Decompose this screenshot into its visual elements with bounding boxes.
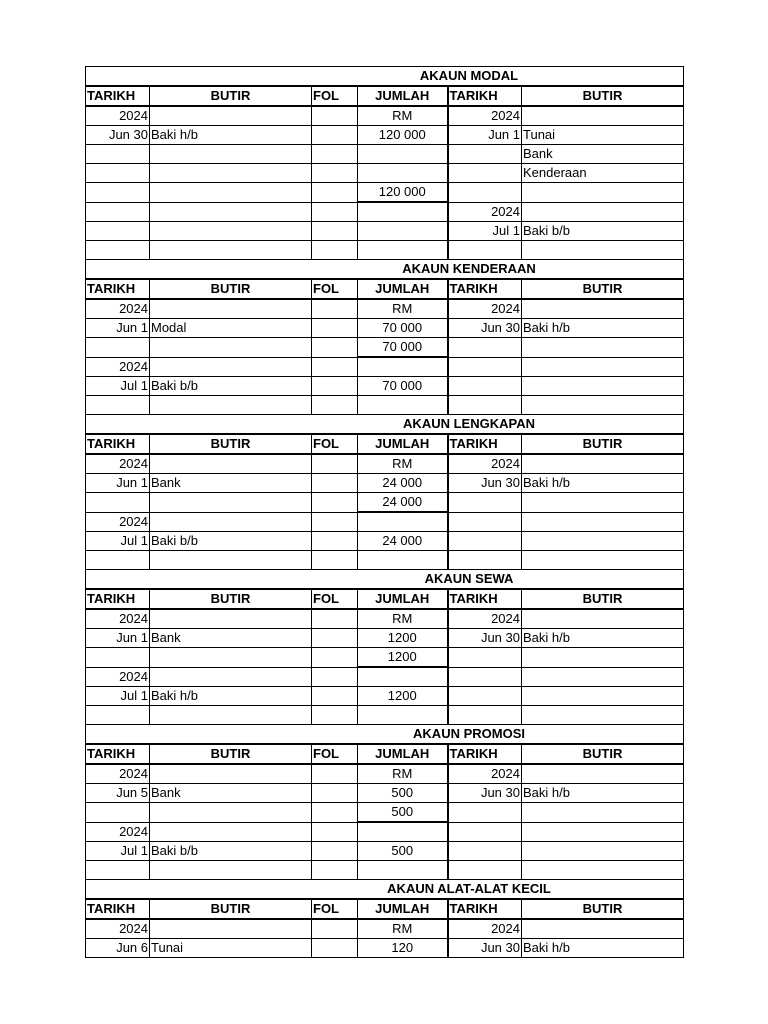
ledger-row: [86, 764, 684, 784]
debit-description-cell: Tunai: [150, 939, 312, 958]
debit-folio-cell: [312, 784, 358, 803]
debit-description-cell: [150, 706, 312, 725]
ledger-row: [86, 145, 684, 164]
debit-folio-cell: [312, 687, 358, 706]
ledger-row: [86, 629, 684, 648]
account-title-row: [86, 67, 684, 87]
debit-folio-cell: [312, 609, 358, 629]
ledger-row: [86, 202, 684, 222]
ledger-row: [86, 861, 684, 880]
debit-amount-cell: RM: [358, 919, 448, 939]
debit-description-cell: Bank: [150, 784, 312, 803]
account-title-row: [86, 260, 684, 280]
ledger-row: [86, 126, 684, 145]
debit-date-cell: 2024: [86, 609, 150, 629]
ledger-row: [86, 512, 684, 532]
debit-fol-header: FOL: [312, 279, 358, 299]
debit-folio-cell: [312, 183, 358, 203]
ledger-row: [86, 939, 684, 958]
credit-description-cell: Baki h/b: [522, 474, 684, 493]
debit-folio-cell: [312, 377, 358, 396]
ledger-row: [86, 648, 684, 668]
credit-tarikh-header: TARIKH: [448, 434, 522, 454]
debit-amount-cell: [358, 241, 448, 260]
account-title-row: [86, 725, 684, 745]
debit-description-cell: [150, 861, 312, 880]
ledger-table: [85, 66, 684, 958]
debit-date-cell: Jul 1: [86, 532, 150, 551]
credit-date-cell: 2024: [448, 764, 522, 784]
debit-date-cell: [86, 222, 150, 241]
debit-fol-header: FOL: [312, 86, 358, 106]
debit-description-cell: [150, 822, 312, 842]
account-title: AKAUN PROMOSI: [86, 725, 684, 745]
credit-date-cell: Jun 1: [448, 126, 522, 145]
debit-date-cell: 2024: [86, 667, 150, 687]
debit-tarikh-header: TARIKH: [86, 434, 150, 454]
debit-folio-cell: [312, 764, 358, 784]
ledger-row: [86, 357, 684, 377]
debit-description-cell: [150, 164, 312, 183]
debit-amount-cell: 70 000: [358, 377, 448, 396]
credit-description-cell: Baki h/b: [522, 939, 684, 958]
credit-tarikh-header: TARIKH: [448, 86, 522, 106]
debit-tarikh-header: TARIKH: [86, 589, 150, 609]
credit-description-cell: Baki h/b: [522, 319, 684, 338]
debit-amount-cell: [358, 145, 448, 164]
debit-description-cell: Baki b/b: [150, 532, 312, 551]
credit-date-cell: [448, 183, 522, 203]
credit-date-cell: [448, 512, 522, 532]
account-header-row: [86, 744, 684, 764]
debit-folio-cell: [312, 532, 358, 551]
debit-amount-cell: 24 000: [358, 474, 448, 493]
ledger-row: [86, 493, 684, 513]
account-title: AKAUN SEWA: [86, 570, 684, 590]
credit-description-cell: [522, 202, 684, 222]
debit-description-cell: [150, 648, 312, 668]
credit-description-cell: [522, 648, 684, 668]
debit-amount-cell: 120 000: [358, 183, 448, 203]
ledger-row: [86, 551, 684, 570]
debit-folio-cell: [312, 145, 358, 164]
ledger-row: [86, 183, 684, 203]
ledger-row: [86, 667, 684, 687]
debit-amount-cell: [358, 822, 448, 842]
debit-amount-cell: [358, 222, 448, 241]
credit-date-cell: [448, 706, 522, 725]
credit-description-cell: [522, 454, 684, 474]
ledger-row: [86, 532, 684, 551]
debit-date-cell: 2024: [86, 454, 150, 474]
credit-date-cell: [448, 532, 522, 551]
debit-jumlah-header: JUMLAH: [358, 86, 448, 106]
account-title: AKAUN LENGKAPAN: [86, 415, 684, 435]
credit-date-cell: 2024: [448, 106, 522, 126]
debit-folio-cell: [312, 667, 358, 687]
debit-description-cell: Baki h/b: [150, 687, 312, 706]
debit-description-cell: [150, 493, 312, 513]
debit-amount-cell: 500: [358, 784, 448, 803]
debit-folio-cell: [312, 454, 358, 474]
debit-date-cell: 2024: [86, 299, 150, 319]
ledger-row: [86, 919, 684, 939]
credit-date-cell: Jul 1: [448, 222, 522, 241]
debit-date-cell: [86, 338, 150, 358]
credit-date-cell: [448, 822, 522, 842]
ledger-row: [86, 609, 684, 629]
debit-date-cell: Jun 5: [86, 784, 150, 803]
credit-description-cell: [522, 106, 684, 126]
credit-description-cell: [522, 803, 684, 823]
ledger-row: [86, 842, 684, 861]
debit-folio-cell: [312, 629, 358, 648]
ledger-row: [86, 687, 684, 706]
debit-amount-cell: 1200: [358, 629, 448, 648]
credit-date-cell: Jun 30: [448, 319, 522, 338]
credit-description-cell: Baki h/b: [522, 629, 684, 648]
credit-description-cell: [522, 706, 684, 725]
debit-amount-cell: RM: [358, 106, 448, 126]
credit-date-cell: [448, 551, 522, 570]
debit-folio-cell: [312, 648, 358, 668]
debit-description-cell: [150, 667, 312, 687]
debit-fol-header: FOL: [312, 899, 358, 919]
credit-butir-header: BUTIR: [522, 279, 684, 299]
credit-description-cell: [522, 377, 684, 396]
credit-date-cell: [448, 338, 522, 358]
debit-folio-cell: [312, 126, 358, 145]
debit-tarikh-header: TARIKH: [86, 899, 150, 919]
credit-description-cell: Tunai: [522, 126, 684, 145]
ledger-row: [86, 784, 684, 803]
debit-folio-cell: [312, 106, 358, 126]
debit-amount-cell: RM: [358, 764, 448, 784]
debit-date-cell: Jun 1: [86, 474, 150, 493]
credit-date-cell: [448, 493, 522, 513]
debit-description-cell: [150, 609, 312, 629]
debit-butir-header: BUTIR: [150, 899, 312, 919]
debit-description-cell: [150, 764, 312, 784]
credit-tarikh-header: TARIKH: [448, 899, 522, 919]
debit-description-cell: [150, 396, 312, 415]
debit-folio-cell: [312, 939, 358, 958]
debit-amount-cell: 120: [358, 939, 448, 958]
credit-date-cell: [448, 396, 522, 415]
debit-amount-cell: RM: [358, 609, 448, 629]
debit-description-cell: [150, 454, 312, 474]
credit-date-cell: 2024: [448, 919, 522, 939]
debit-description-cell: Modal: [150, 319, 312, 338]
ledger-row: [86, 164, 684, 183]
credit-description-cell: [522, 919, 684, 939]
debit-amount-cell: [358, 396, 448, 415]
debit-fol-header: FOL: [312, 434, 358, 454]
debit-jumlah-header: JUMLAH: [358, 279, 448, 299]
debit-amount-cell: [358, 861, 448, 880]
debit-amount-cell: [358, 357, 448, 377]
debit-tarikh-header: TARIKH: [86, 279, 150, 299]
credit-date-cell: 2024: [448, 454, 522, 474]
account-header-row: [86, 279, 684, 299]
debit-folio-cell: [312, 842, 358, 861]
debit-description-cell: [150, 338, 312, 358]
ledger-row: [86, 241, 684, 260]
debit-folio-cell: [312, 241, 358, 260]
debit-amount-cell: [358, 667, 448, 687]
debit-folio-cell: [312, 474, 358, 493]
credit-description-cell: Baki h/b: [522, 784, 684, 803]
credit-description-cell: [522, 667, 684, 687]
credit-description-cell: [522, 241, 684, 260]
debit-fol-header: FOL: [312, 744, 358, 764]
debit-date-cell: [86, 241, 150, 260]
debit-date-cell: [86, 648, 150, 668]
credit-date-cell: 2024: [448, 299, 522, 319]
credit-date-cell: Jun 30: [448, 784, 522, 803]
account-header-row: [86, 589, 684, 609]
credit-date-cell: Jun 30: [448, 474, 522, 493]
credit-date-cell: [448, 667, 522, 687]
debit-folio-cell: [312, 319, 358, 338]
credit-date-cell: [448, 241, 522, 260]
account-title: AKAUN ALAT-ALAT KECIL: [86, 880, 684, 900]
debit-description-cell: Baki h/b: [150, 126, 312, 145]
debit-description-cell: [150, 183, 312, 203]
debit-amount-cell: 24 000: [358, 493, 448, 513]
credit-description-cell: [522, 493, 684, 513]
debit-amount-cell: 70 000: [358, 338, 448, 358]
debit-amount-cell: RM: [358, 299, 448, 319]
debit-date-cell: Jul 1: [86, 687, 150, 706]
credit-butir-header: BUTIR: [522, 899, 684, 919]
credit-tarikh-header: TARIKH: [448, 589, 522, 609]
debit-date-cell: Jul 1: [86, 377, 150, 396]
debit-date-cell: Jun 1: [86, 629, 150, 648]
credit-description-cell: [522, 764, 684, 784]
account-title-row: [86, 880, 684, 900]
debit-folio-cell: [312, 357, 358, 377]
ledger-row: [86, 319, 684, 338]
debit-amount-cell: RM: [358, 454, 448, 474]
debit-amount-cell: 24 000: [358, 532, 448, 551]
debit-date-cell: Jun 1: [86, 319, 150, 338]
credit-tarikh-header: TARIKH: [448, 744, 522, 764]
debit-description-cell: [150, 357, 312, 377]
debit-description-cell: [150, 241, 312, 260]
credit-date-cell: [448, 164, 522, 183]
debit-folio-cell: [312, 822, 358, 842]
debit-folio-cell: [312, 512, 358, 532]
credit-description-cell: [522, 183, 684, 203]
debit-folio-cell: [312, 222, 358, 241]
debit-description-cell: [150, 145, 312, 164]
debit-amount-cell: 1200: [358, 648, 448, 668]
debit-folio-cell: [312, 164, 358, 183]
debit-date-cell: [86, 164, 150, 183]
credit-butir-header: BUTIR: [522, 434, 684, 454]
credit-description-cell: [522, 551, 684, 570]
debit-date-cell: [86, 551, 150, 570]
credit-description-cell: [522, 396, 684, 415]
credit-date-cell: [448, 377, 522, 396]
account-title-row: [86, 415, 684, 435]
ledger-row: [86, 396, 684, 415]
debit-date-cell: 2024: [86, 512, 150, 532]
ledger-row: [86, 706, 684, 725]
account-header-row: [86, 899, 684, 919]
debit-description-cell: Bank: [150, 629, 312, 648]
credit-description-cell: [522, 532, 684, 551]
credit-date-cell: [448, 842, 522, 861]
debit-description-cell: [150, 551, 312, 570]
debit-amount-cell: [358, 202, 448, 222]
debit-amount-cell: 120 000: [358, 126, 448, 145]
debit-folio-cell: [312, 202, 358, 222]
ledger-row: [86, 299, 684, 319]
debit-tarikh-header: TARIKH: [86, 744, 150, 764]
ledger-row: [86, 822, 684, 842]
credit-description-cell: [522, 357, 684, 377]
debit-date-cell: [86, 202, 150, 222]
account-header-row: [86, 86, 684, 106]
debit-folio-cell: [312, 919, 358, 939]
debit-description-cell: Baki b/b: [150, 842, 312, 861]
debit-description-cell: [150, 512, 312, 532]
credit-description-cell: [522, 687, 684, 706]
credit-tarikh-header: TARIKH: [448, 279, 522, 299]
debit-jumlah-header: JUMLAH: [358, 434, 448, 454]
debit-amount-cell: 1200: [358, 687, 448, 706]
debit-date-cell: 2024: [86, 106, 150, 126]
debit-butir-header: BUTIR: [150, 86, 312, 106]
ledger-row: [86, 454, 684, 474]
account-title-row: [86, 570, 684, 590]
debit-description-cell: [150, 202, 312, 222]
debit-description-cell: [150, 299, 312, 319]
credit-date-cell: 2024: [448, 609, 522, 629]
debit-folio-cell: [312, 299, 358, 319]
account-title: AKAUN KENDERAAN: [86, 260, 684, 280]
debit-description-cell: Bank: [150, 474, 312, 493]
debit-tarikh-header: TARIKH: [86, 86, 150, 106]
debit-date-cell: [86, 145, 150, 164]
debit-fol-header: FOL: [312, 589, 358, 609]
debit-folio-cell: [312, 706, 358, 725]
credit-date-cell: [448, 648, 522, 668]
debit-folio-cell: [312, 861, 358, 880]
ledger-row: [86, 474, 684, 493]
ledger-row: [86, 106, 684, 126]
debit-butir-header: BUTIR: [150, 279, 312, 299]
debit-amount-cell: [358, 551, 448, 570]
credit-description-cell: Baki b/b: [522, 222, 684, 241]
debit-date-cell: Jul 1: [86, 842, 150, 861]
credit-description-cell: [522, 338, 684, 358]
debit-folio-cell: [312, 396, 358, 415]
ledger-row: [86, 222, 684, 241]
credit-description-cell: Bank: [522, 145, 684, 164]
ledger-row: [86, 377, 684, 396]
credit-date-cell: [448, 861, 522, 880]
account-title: AKAUN MODAL: [86, 67, 684, 87]
credit-butir-header: BUTIR: [522, 744, 684, 764]
debit-jumlah-header: JUMLAH: [358, 589, 448, 609]
debit-date-cell: 2024: [86, 764, 150, 784]
debit-butir-header: BUTIR: [150, 744, 312, 764]
debit-folio-cell: [312, 338, 358, 358]
debit-date-cell: 2024: [86, 357, 150, 377]
debit-date-cell: [86, 861, 150, 880]
debit-date-cell: 2024: [86, 822, 150, 842]
debit-amount-cell: [358, 512, 448, 532]
ledger-sheet: [85, 66, 683, 958]
debit-date-cell: Jun 6: [86, 939, 150, 958]
debit-date-cell: [86, 396, 150, 415]
credit-date-cell: [448, 145, 522, 164]
debit-date-cell: [86, 493, 150, 513]
credit-description-cell: [522, 842, 684, 861]
debit-description-cell: [150, 106, 312, 126]
account-header-row: [86, 434, 684, 454]
credit-date-cell: Jun 30: [448, 939, 522, 958]
debit-jumlah-header: JUMLAH: [358, 899, 448, 919]
debit-amount-cell: 70 000: [358, 319, 448, 338]
debit-date-cell: [86, 183, 150, 203]
debit-date-cell: 2024: [86, 919, 150, 939]
credit-date-cell: Jun 30: [448, 629, 522, 648]
credit-description-cell: [522, 609, 684, 629]
credit-description-cell: [522, 822, 684, 842]
debit-description-cell: [150, 919, 312, 939]
debit-date-cell: [86, 803, 150, 823]
debit-butir-header: BUTIR: [150, 589, 312, 609]
credit-date-cell: [448, 803, 522, 823]
debit-folio-cell: [312, 551, 358, 570]
credit-description-cell: Kenderaan: [522, 164, 684, 183]
debit-amount-cell: 500: [358, 842, 448, 861]
debit-jumlah-header: JUMLAH: [358, 744, 448, 764]
credit-description-cell: [522, 861, 684, 880]
credit-butir-header: BUTIR: [522, 86, 684, 106]
credit-description-cell: [522, 299, 684, 319]
debit-amount-cell: [358, 706, 448, 725]
credit-date-cell: [448, 357, 522, 377]
debit-butir-header: BUTIR: [150, 434, 312, 454]
debit-description-cell: [150, 222, 312, 241]
ledger-row: [86, 803, 684, 823]
credit-description-cell: [522, 512, 684, 532]
debit-date-cell: [86, 706, 150, 725]
debit-amount-cell: [358, 164, 448, 183]
ledger-row: [86, 338, 684, 358]
credit-date-cell: 2024: [448, 202, 522, 222]
credit-date-cell: [448, 687, 522, 706]
credit-butir-header: BUTIR: [522, 589, 684, 609]
debit-folio-cell: [312, 493, 358, 513]
debit-description-cell: [150, 803, 312, 823]
debit-amount-cell: 500: [358, 803, 448, 823]
debit-description-cell: Baki b/b: [150, 377, 312, 396]
debit-folio-cell: [312, 803, 358, 823]
debit-date-cell: Jun 30: [86, 126, 150, 145]
